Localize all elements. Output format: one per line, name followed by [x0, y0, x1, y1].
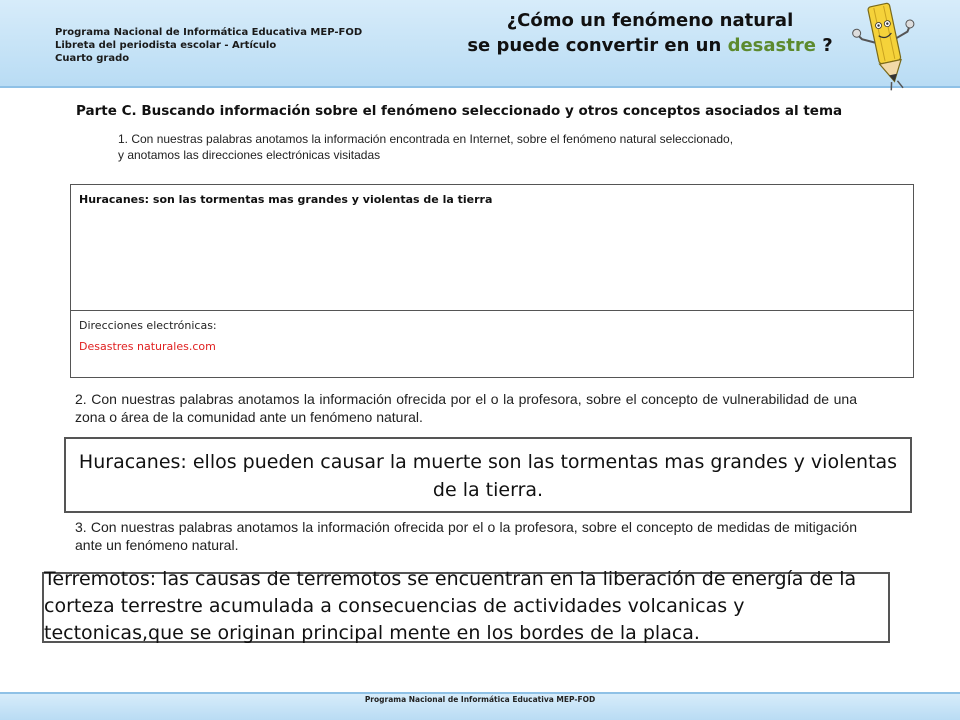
program-name: Programa Nacional de Informática Educativa MEP-FOD [55, 27, 363, 38]
links-label: Direcciones electrónicas: [79, 319, 217, 332]
title-accent-word: desastre [727, 35, 816, 56]
link-text[interactable]: Desastres naturales.com [79, 340, 216, 353]
title-line-2-suffix: ? [815, 35, 833, 56]
item-1-prompt-line-2: y anotamos las direcciones electrónicas visitadas [118, 148, 381, 162]
footer-banner [0, 692, 960, 720]
item-3-answer-line-3: tectonicas,que se originan principal mente en los bordes de la placa. [44, 622, 700, 644]
notebook-name: Libreta del periodista escolar - Artículo [55, 40, 277, 51]
page-title [440, 8, 860, 58]
item-3-prompt: 3. Con nuestras palabras anotamos la información ofrecida por el o la profesora, sobre el concepto de medidas de mitigación ante un fenómeno natural. [75, 519, 857, 553]
item-2-prompt: 2. Con nuestras palabras anotamos la información ofrecida por el o la profesora, sobre el concepto de vulnerabilidad de una zona o área de la comunidad ante un fenómeno natural. [75, 391, 857, 425]
item-1-answer: Huracanes: son las tormentas mas grandes y violentas de la tierra [71, 185, 913, 311]
footer-text: Programa Nacional de Informática Educativa MEP-FOD [364, 695, 596, 704]
title-line-2 [440, 33, 860, 58]
item-1-answer-table [70, 184, 914, 378]
item-1-prompt-line-1: 1. Con nuestras palabras anotamos la información encontrada en Internet, sobre el fenómeno natural seleccionado, [118, 132, 734, 146]
item-3-answer-line-1: Terremotos: las causas de terremotos se encuentran en la liberación de energía de la [44, 568, 857, 590]
grade-label: Cuarto grado [55, 53, 130, 64]
pencil-character-icon [848, 0, 928, 92]
item-1-prompt [118, 131, 908, 163]
item-3-answer [44, 566, 890, 647]
item-2-answer-line-2: de la tierra. [432, 479, 544, 501]
program-info [55, 26, 362, 65]
header-banner [0, 0, 960, 88]
item-2-answer-box [64, 437, 912, 513]
item-3-answer-line-2: corteza terrestre acumulada a consecuencias de actividades volcanicas y [44, 595, 745, 617]
section-title: Parte C. Buscando información sobre el fenómeno seleccionado y otros conceptos asociados al tema [76, 103, 843, 119]
title-line-1: ¿Cómo un fenómeno natural [506, 10, 794, 31]
title-line-2-prefix: se puede convertir en un [467, 35, 728, 56]
item-1-links-cell [71, 311, 913, 361]
item-3-answer-box [42, 568, 890, 644]
item-2-answer-line-1: Huracanes: ellos pueden causar la muerte son las tormentas mas grandes y violentas [78, 451, 898, 473]
